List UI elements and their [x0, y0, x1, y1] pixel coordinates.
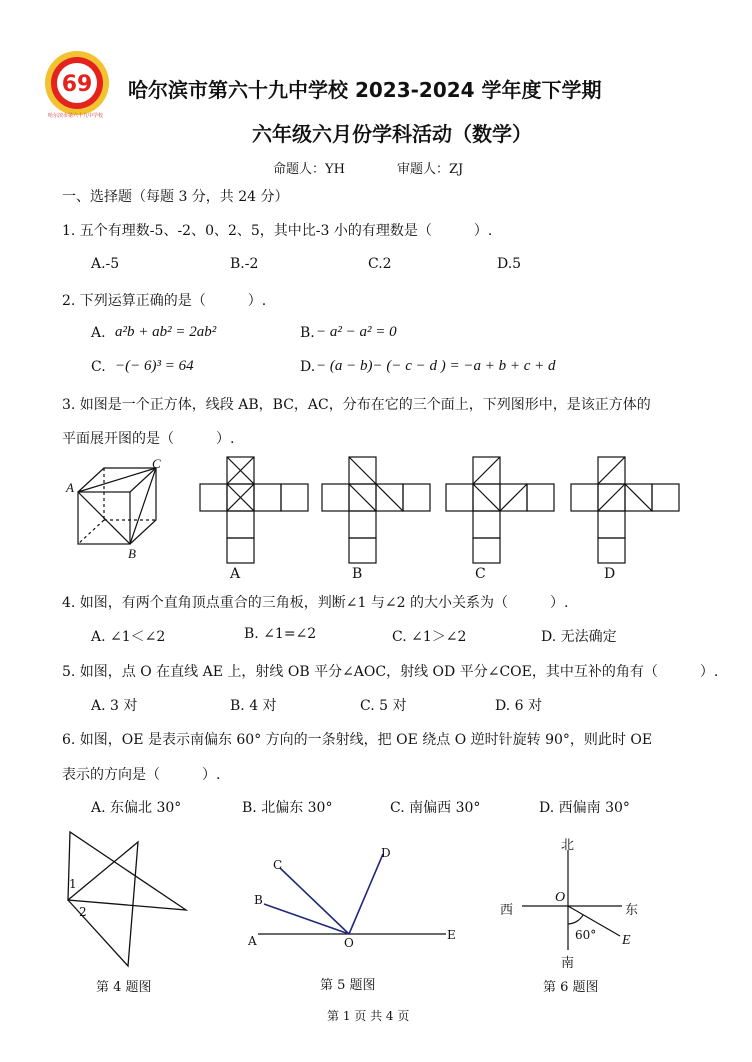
q6-option-a: A. 东偏北 30° [91, 800, 182, 816]
q4-option-d: D. 无法确定 [541, 629, 617, 645]
q1-option-a: A.-5 [91, 256, 120, 272]
net-label-d: D [604, 566, 616, 582]
q6-stem-line2: 表示的方向是（ ）. [62, 767, 221, 783]
fig5-label-c: C [273, 858, 283, 872]
q5-option-b: B. 4 对 [230, 698, 277, 714]
net-label-a: A [230, 566, 241, 582]
fig5-rays [250, 840, 460, 950]
q5-option-a: A. 3 对 [91, 698, 138, 714]
net-option-c [446, 455, 556, 565]
school-logo [44, 50, 110, 116]
fig5-label-o: O [344, 936, 354, 950]
q2-option-d: − (a − b)− (− c − d ) = −a + b + c + d [316, 358, 556, 374]
net-option-b [322, 455, 432, 565]
q3-stem-line1: 3. 如图是一个正方体，线段 AB，BC，AC，分布在它的三个面上，下列图形中，是该正方体的 [62, 397, 651, 413]
q6-stem-line1: 6. 如图，OE 是表示南偏东 60° 方向的一条射线，把 OE 绕点 O 逆时针旋转 90°，则此时 OE [62, 732, 653, 748]
cube-label-c: C [152, 456, 161, 471]
fig6-label-origin: O [555, 890, 566, 905]
net-label-b: B [352, 566, 363, 582]
net-label-c: C [475, 566, 486, 582]
fig5-label-d: D [381, 846, 391, 860]
fig5-label-b: B [254, 893, 263, 907]
q4-option-a: A. ∠1＜∠2 [91, 629, 166, 645]
net-option-d [571, 455, 681, 565]
exam-subtitle: 六年级六月份学科活动（数学） [252, 122, 532, 146]
q1-stem: 1. 五个有理数-5、-2、0、2、5，其中比-3 小的有理数是（ ）. [62, 223, 493, 239]
school-title: 哈尔滨市第六十九中学校 2023-2024 学年度下学期 [128, 78, 602, 102]
fig6-caption: 第 6 题图 [543, 980, 599, 995]
cube-label-a: A [66, 480, 74, 495]
q6-option-b: B. 北偏东 30° [242, 800, 333, 816]
q2-stem: 2. 下列运算正确的是（ ）. [62, 293, 267, 309]
fig6-label-e: E [622, 933, 631, 948]
page-number: 第 1 页 共 4 页 [327, 1009, 410, 1023]
logo-number: 69 [61, 72, 93, 97]
q6-option-d: D. 西偏南 30° [539, 800, 630, 816]
setter-label: 命题人：YH [273, 162, 345, 177]
fig5-label-a: A [248, 934, 257, 948]
net-option-a [200, 455, 310, 565]
q4-stem: 4. 如图，有两个直角顶点重合的三角板，判断∠1 与∠2 的大小关系为（ ）. [62, 595, 569, 611]
fig5-caption: 第 5 题图 [320, 978, 376, 993]
logo-emblem-icon [44, 50, 110, 116]
fig4-triangles [60, 826, 190, 971]
fig6-label-south: 南 [561, 956, 575, 971]
q6-option-c: C. 南偏西 30° [390, 800, 481, 816]
q4-option-c: C. ∠1＞∠2 [392, 629, 467, 645]
q2-option-b: − a² − a² = 0 [316, 324, 397, 340]
q2-option-b-letter: B. [300, 325, 315, 341]
q4-option-b: B. ∠1=∠2 [244, 626, 317, 642]
q3-stem-line2: 平面展开图的是（ ）. [62, 431, 235, 447]
reviewer-label: 审题人：ZJ [397, 162, 464, 177]
q1-option-d: D.5 [497, 256, 522, 272]
section-heading: 一、选择题（每题 3 分，共 24 分） [62, 189, 289, 205]
fig6-label-west: 西 [500, 903, 514, 918]
fig5-label-e: E [447, 928, 456, 942]
q5-option-c: C. 5 对 [360, 698, 407, 714]
q2-option-a: a²b + ab² = 2ab² [115, 324, 217, 340]
cube-figure [64, 458, 174, 563]
q5-stem: 5. 如图，点 O 在直线 AE 上，射线 OB 平分∠AOC，射线 OD 平分∠COE，其中互补的角有（ ）. [62, 664, 719, 680]
q2-option-d-letter: D. [300, 359, 316, 375]
fig6-angle-label: 60° [575, 928, 597, 942]
q5-option-d: D. 6 对 [495, 698, 542, 714]
logo-caption: 哈尔滨市第六十九中学校 [48, 113, 104, 119]
fig4-label-2: 2 [79, 905, 87, 919]
fig4-label-1: 1 [69, 877, 77, 891]
q2-option-a-letter: A. [91, 325, 106, 341]
q1-option-b: B.-2 [230, 256, 259, 272]
cube-label-b: B [128, 546, 136, 561]
fig6-label-east: 东 [625, 903, 639, 918]
q2-option-c-letter: C. [91, 359, 106, 375]
fig6-label-north: 北 [561, 838, 575, 853]
q1-option-c: C.2 [368, 256, 392, 272]
q2-option-c: −(− 6)³ = 64 [115, 358, 194, 374]
fig4-caption: 第 4 题图 [96, 980, 152, 995]
